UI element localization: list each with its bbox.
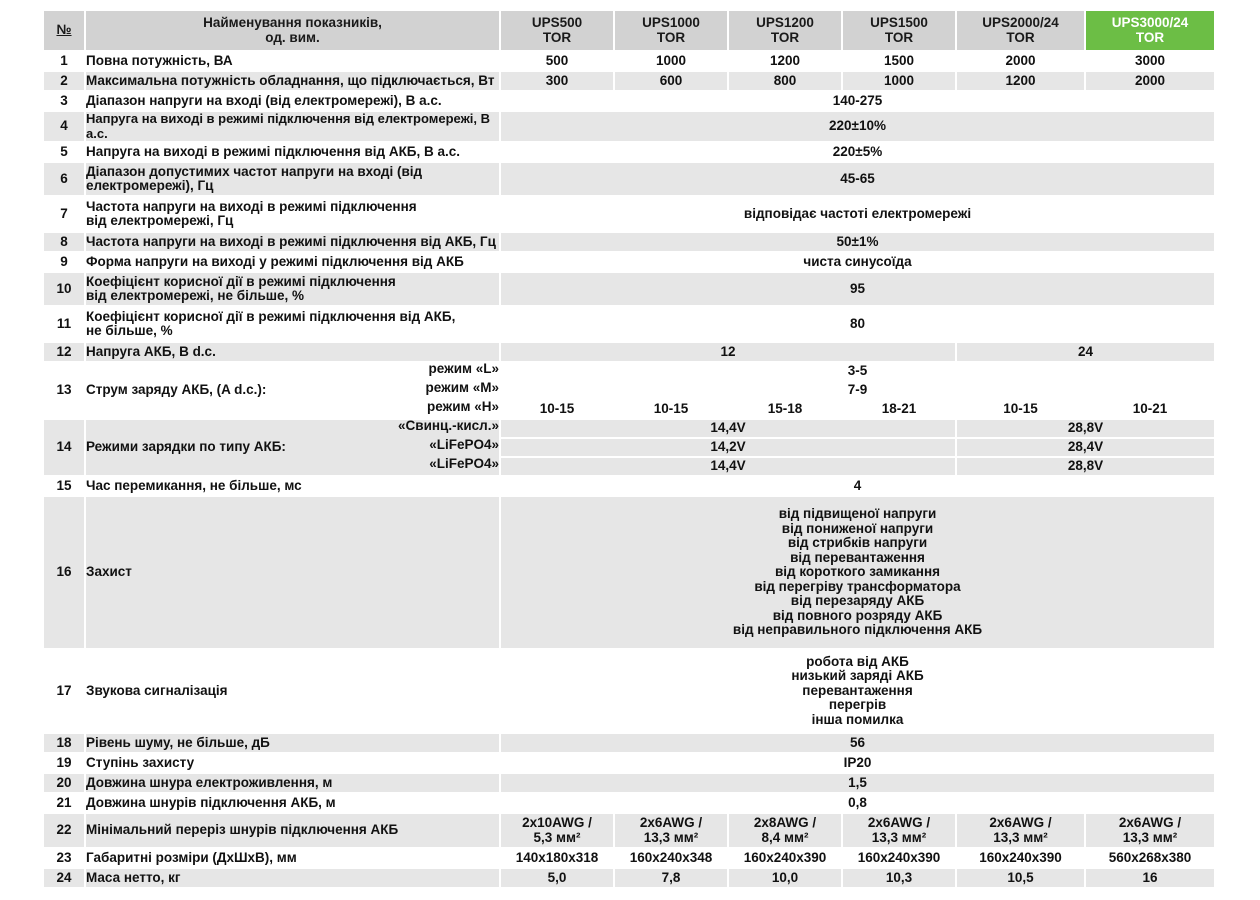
cell-value bbox=[729, 814, 841, 847]
table-row bbox=[44, 273, 1214, 305]
row-number: 17 bbox=[44, 650, 84, 732]
model-name: UPS500 bbox=[531, 15, 583, 30]
cell-value: 80 bbox=[501, 307, 1214, 341]
header-model bbox=[843, 11, 955, 50]
cell-value: 50±1% bbox=[501, 233, 1214, 251]
row-number: 19 bbox=[44, 754, 84, 772]
cell-value: 95 bbox=[501, 273, 1214, 305]
row-label: Частота напруги на виході в режимі підключення від електромережі, Гц bbox=[86, 197, 499, 231]
cell-value bbox=[1086, 814, 1214, 847]
cable-gauge: 2x6AWG / bbox=[639, 815, 703, 830]
cell-value: 28,8V bbox=[957, 458, 1214, 475]
cell-value: 160x240x390 bbox=[843, 849, 955, 867]
cell-value: 160x240x390 bbox=[957, 849, 1084, 867]
cell-value: 16 bbox=[1086, 869, 1214, 887]
row-label: Напруга АКБ, В d.c. bbox=[86, 343, 499, 361]
header-name-line2: од. вим. bbox=[265, 29, 320, 45]
row-number: 24 bbox=[44, 869, 84, 887]
row-label: Час перемикання, не більше, мс bbox=[86, 477, 499, 495]
table-row bbox=[44, 477, 1214, 495]
row-label: Напруга на виході в режимі підключення від АКБ, В a.c. bbox=[86, 143, 499, 161]
cable-section: 13,3 мм² bbox=[993, 829, 1048, 845]
cell-value: 7-9 bbox=[501, 382, 1214, 399]
table-row bbox=[44, 233, 1214, 251]
row-label: Довжина шнура електроживлення, м bbox=[86, 774, 499, 792]
row-number: 16 bbox=[44, 497, 84, 648]
cable-gauge: 2x6AWG / bbox=[989, 815, 1052, 830]
model-suffix: TOR bbox=[770, 29, 800, 45]
row-number: 20 bbox=[44, 774, 84, 792]
row-label: Діапазон напруги на вході (від електромережі), В a.c. bbox=[86, 92, 499, 110]
model-suffix: TOR bbox=[1135, 29, 1165, 45]
cell-value: 0,8 bbox=[501, 794, 1214, 812]
cable-section: 13,3 мм² bbox=[1122, 829, 1178, 845]
cell-value: 3-5 bbox=[501, 363, 1214, 380]
cell-value: 15-18 bbox=[729, 401, 841, 418]
row-label: Габаритні розміри (ДхШхВ), мм bbox=[86, 849, 499, 867]
model-name: UPS2000/24 bbox=[982, 15, 1059, 30]
row-number: 11 bbox=[44, 307, 84, 341]
row-label: Максимальна потужність обладнання, що підключається, Вт bbox=[86, 72, 499, 90]
list-item: від перевантаження bbox=[790, 549, 925, 565]
cell-value: 10-15 bbox=[501, 401, 613, 418]
list-item: від пониженої напруги bbox=[781, 520, 934, 536]
header-name-line1: Найменування показників, bbox=[203, 15, 382, 30]
row-number: 12 bbox=[44, 343, 84, 361]
battery-type-label: «LiFePO4» bbox=[429, 456, 499, 471]
mode-label: режим «L» bbox=[428, 361, 499, 376]
cell-value: 1200 bbox=[957, 72, 1084, 90]
cell-value: 1000 bbox=[843, 72, 955, 90]
table-row bbox=[44, 163, 1214, 195]
model-suffix: TOR bbox=[542, 29, 572, 45]
cell-value: 10-15 bbox=[957, 401, 1084, 418]
row-number: 14 bbox=[44, 420, 84, 475]
row-label: Звукова сигналізація bbox=[86, 650, 499, 732]
row-number: 9 bbox=[44, 253, 84, 271]
header-model bbox=[501, 11, 613, 50]
row-number: 4 bbox=[44, 112, 84, 141]
cell-value: 560x268x380 bbox=[1086, 849, 1214, 867]
cell-value: IP20 bbox=[501, 754, 1214, 772]
cell-value: 10,5 bbox=[957, 869, 1084, 887]
cell-value: 14,4V bbox=[501, 458, 955, 475]
list-item: від неправильного підключення АКБ bbox=[732, 622, 983, 638]
table-row bbox=[44, 52, 1214, 70]
table-row bbox=[44, 253, 1214, 271]
cable-gauge: 2x6AWG / bbox=[867, 815, 931, 830]
cell-value: 1000 bbox=[615, 52, 727, 70]
cell-value: 18-21 bbox=[843, 401, 955, 418]
row-number: 6 bbox=[44, 163, 84, 195]
cell-value: 800 bbox=[729, 72, 841, 90]
model-suffix: TOR bbox=[1006, 29, 1035, 45]
table-row bbox=[44, 72, 1214, 90]
row-label: Рівень шуму, не більше, дБ bbox=[86, 734, 499, 752]
cell-value: 5,0 bbox=[501, 869, 613, 887]
header-model bbox=[957, 11, 1084, 50]
row-label: Струм заряду АКБ, (A d.c.): bbox=[86, 382, 267, 398]
row-label: Частота напруги на виході в режимі підключення від АКБ, Гц bbox=[86, 233, 499, 251]
row-label: Маса нетто, кг bbox=[86, 869, 499, 887]
header-name bbox=[86, 11, 499, 50]
list-item: від перегріву трансформатора bbox=[754, 578, 961, 594]
table-row bbox=[44, 734, 1214, 752]
list-item: від перезаряду АКБ bbox=[790, 593, 925, 609]
mode-label: режим «H» bbox=[427, 399, 499, 414]
cell-value: 300 bbox=[501, 72, 613, 90]
row-label: Коефіцієнт корисної дії в режимі підключення від АКБ, не більше, % bbox=[86, 307, 499, 341]
cell-value: 28,4V bbox=[957, 439, 1214, 456]
battery-type-label: «Свинц.-кисл.» bbox=[398, 418, 499, 433]
row-label: Повна потужність, ВА bbox=[86, 52, 499, 70]
cable-section: 13,3 мм² bbox=[871, 829, 927, 845]
cell-value bbox=[615, 814, 727, 847]
row-number: 23 bbox=[44, 849, 84, 867]
cell-value: 14,4V bbox=[501, 420, 955, 437]
protection-list bbox=[501, 497, 1214, 648]
cell-value: 1500 bbox=[843, 52, 955, 70]
cell-value: 28,8V bbox=[957, 420, 1214, 437]
cell-value: 1200 bbox=[729, 52, 841, 70]
row-label: Захист bbox=[86, 497, 499, 648]
list-item: робота від АКБ bbox=[806, 653, 909, 669]
list-item: від короткого замикання bbox=[774, 564, 940, 580]
table-row bbox=[44, 849, 1214, 867]
row-number: 1 bbox=[44, 52, 84, 70]
cell-value: 4 bbox=[501, 477, 1214, 495]
cable-gauge: 2x6AWG / bbox=[1118, 815, 1182, 830]
row-label: Ступінь захисту bbox=[86, 754, 499, 772]
table-row bbox=[44, 92, 1214, 110]
cell-value: 140-275 bbox=[501, 92, 1214, 110]
header-row bbox=[44, 11, 1214, 50]
table-row bbox=[44, 197, 1214, 231]
row-label: Коефіцієнт корисної дії в режимі підключення від електромережі, не більше, % bbox=[86, 273, 499, 305]
cable-section: 5,3 мм² bbox=[533, 829, 581, 845]
cell-value: 3000 bbox=[1086, 52, 1214, 70]
cell-value: 500 bbox=[501, 52, 613, 70]
table-row bbox=[44, 794, 1214, 812]
alarm-list bbox=[501, 650, 1214, 732]
cell-value: 24 bbox=[957, 343, 1214, 361]
model-suffix: TOR bbox=[656, 29, 686, 45]
cell-value: 220±10% bbox=[501, 112, 1214, 141]
cell-value: відповідає частоті електромережі bbox=[501, 197, 1214, 231]
charge-mode-labels bbox=[88, 359, 499, 473]
header-model bbox=[729, 11, 841, 50]
row-number: 21 bbox=[44, 794, 84, 812]
cell-value: 220±5% bbox=[501, 143, 1214, 161]
model-name: UPS1000 bbox=[642, 15, 700, 30]
table-row bbox=[44, 650, 1214, 732]
cable-gauge: 2x8AWG / bbox=[753, 815, 817, 830]
row-label: Форма напруги на виході у режимі підключення від АКБ bbox=[86, 253, 499, 271]
row-label: Довжина шнурів підключення АКБ, м bbox=[86, 794, 499, 812]
header-model bbox=[615, 11, 727, 50]
row-number: 22 bbox=[44, 814, 84, 847]
cell-value bbox=[843, 814, 955, 847]
row-number: 7 bbox=[44, 197, 84, 231]
cell-value: 12 bbox=[501, 343, 955, 361]
row-label: Мінімальний переріз шнурів підключення АКБ bbox=[86, 814, 499, 847]
row-number: 18 bbox=[44, 734, 84, 752]
row-number: 5 bbox=[44, 143, 84, 161]
row-number: 8 bbox=[44, 233, 84, 251]
model-name: UPS1500 bbox=[870, 15, 928, 30]
row-label: Діапазон допустимих частот напруги на вході (від електромережі), Гц bbox=[86, 163, 499, 195]
list-item: перегрів bbox=[828, 697, 887, 713]
table-row bbox=[44, 774, 1214, 792]
model-name: UPS1200 bbox=[756, 15, 814, 30]
list-item: від повного розряду АКБ bbox=[772, 607, 943, 623]
cell-value: 10,3 bbox=[843, 869, 955, 887]
cell-value: 10-21 bbox=[1086, 401, 1214, 418]
cell-value: 7,8 bbox=[615, 869, 727, 887]
header-model-highlighted bbox=[1086, 11, 1214, 50]
cable-section: 13,3 мм² bbox=[643, 829, 699, 845]
cell-value: 160x240x390 bbox=[729, 849, 841, 867]
battery-type-label: «LiFePO4» bbox=[429, 437, 499, 452]
cell-value bbox=[501, 814, 613, 847]
cell-value: 2000 bbox=[1086, 72, 1214, 90]
model-suffix: TOR bbox=[884, 29, 914, 45]
row-number: 10 bbox=[44, 273, 84, 305]
cable-section: 8,4 мм² bbox=[761, 829, 809, 845]
header-num: № bbox=[44, 11, 84, 50]
table-row bbox=[44, 143, 1214, 161]
list-item: перевантаження bbox=[802, 682, 913, 698]
cell-value: 45-65 bbox=[501, 163, 1214, 195]
cell-value: 160x240x348 bbox=[615, 849, 727, 867]
model-name: UPS3000/24 bbox=[1111, 15, 1189, 30]
cell-value: 2000 bbox=[957, 52, 1084, 70]
cell-value: 10-15 bbox=[615, 401, 727, 418]
table-row bbox=[44, 112, 1214, 141]
table-row bbox=[44, 497, 1214, 648]
table-row bbox=[44, 307, 1214, 341]
mode-label: режим «M» bbox=[425, 380, 499, 395]
row-label: Режими зарядки по типу АКБ: bbox=[86, 439, 286, 455]
row-label: Напруга на виході в режимі підключення від електромережі, В a.c. bbox=[86, 112, 499, 141]
list-item: інша помилка bbox=[811, 711, 904, 727]
row-number: 2 bbox=[44, 72, 84, 90]
cell-value: 140x180x318 bbox=[501, 849, 613, 867]
list-item: низький заряді АКБ bbox=[791, 668, 924, 684]
cell-value: 1,5 bbox=[501, 774, 1214, 792]
table-row bbox=[44, 814, 1214, 847]
cell-value: 10,0 bbox=[729, 869, 841, 887]
list-item: від підвищеної напруги bbox=[778, 506, 937, 522]
row-number: 15 bbox=[44, 477, 84, 495]
cell-value: 14,2V bbox=[501, 439, 955, 456]
table-row bbox=[44, 754, 1214, 772]
cell-value bbox=[957, 814, 1084, 847]
list-item: від стрибків напруги bbox=[787, 535, 928, 551]
cell-value: 600 bbox=[615, 72, 727, 90]
row-number: 13 bbox=[44, 363, 84, 418]
cell-value: чиста синусоїда bbox=[501, 253, 1214, 271]
row-number: 3 bbox=[44, 92, 84, 110]
cable-gauge: 2x10AWG / bbox=[522, 815, 592, 830]
table-row bbox=[44, 869, 1214, 887]
cell-value: 56 bbox=[501, 734, 1214, 752]
